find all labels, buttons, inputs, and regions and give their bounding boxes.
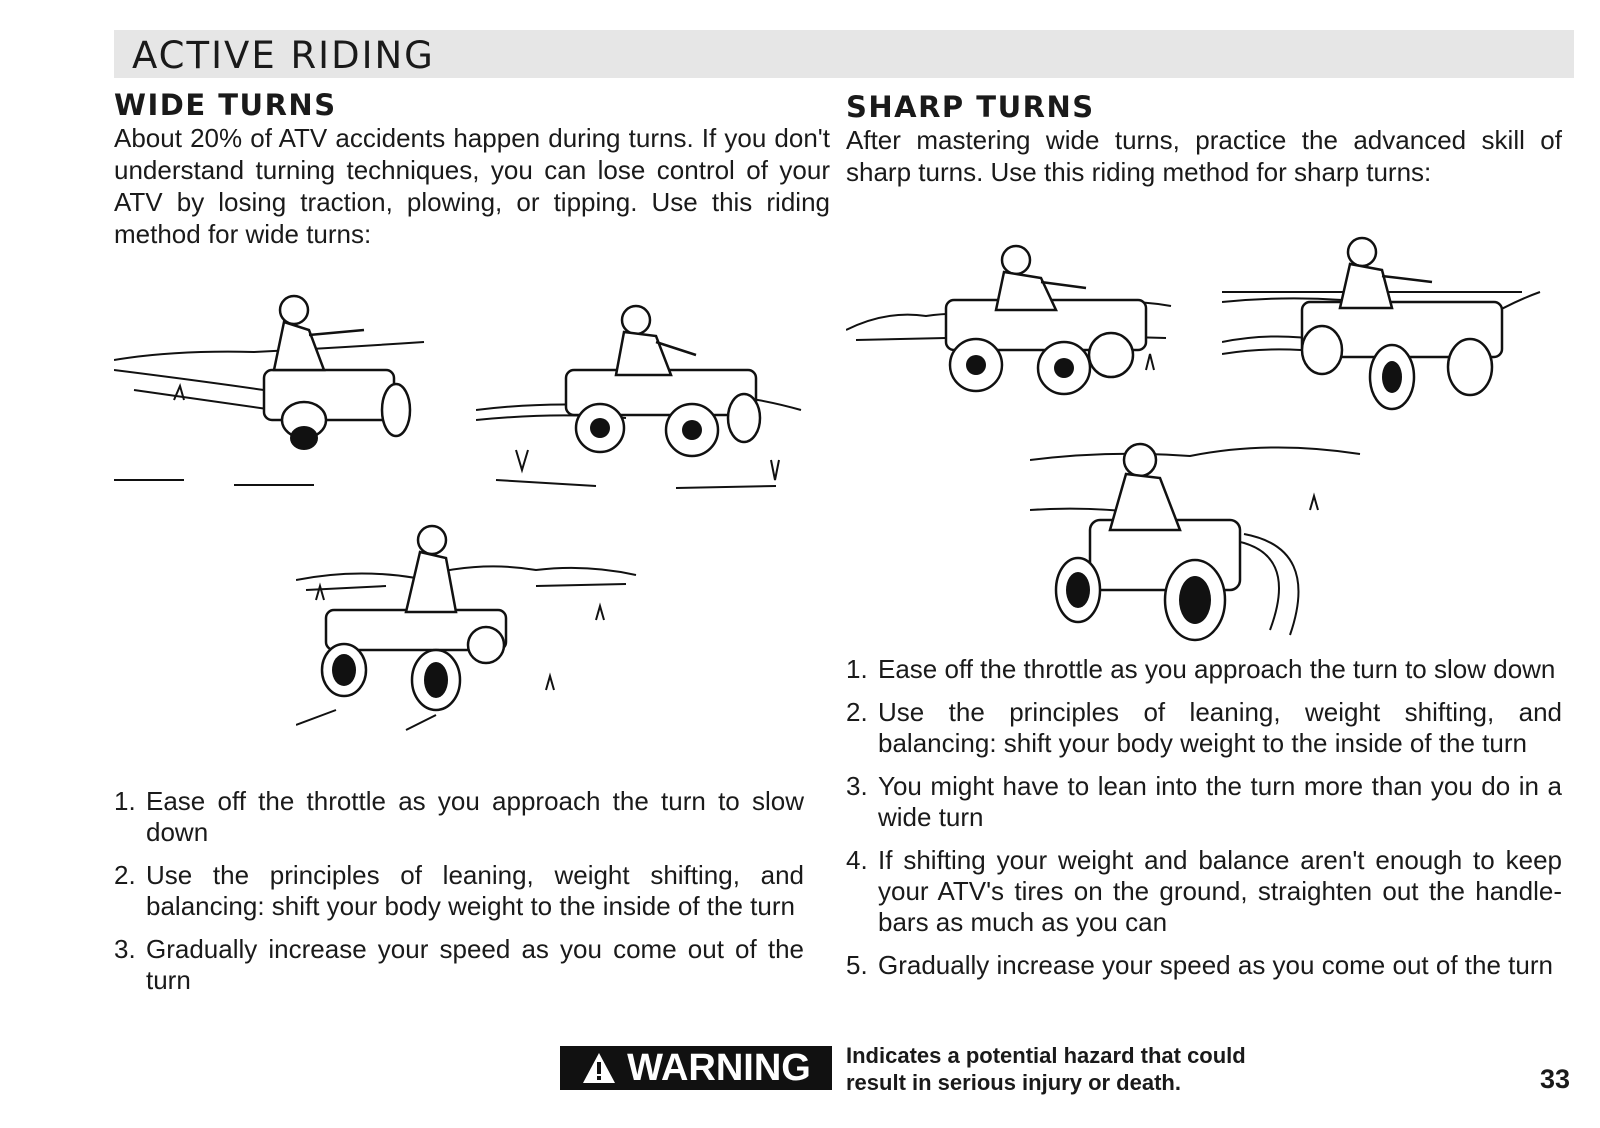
step-text: Gradually increase your speed as you come out of the turn: [146, 934, 804, 995]
sharp-turns-steps: [846, 654, 1562, 993]
wide-turn-illustration-3: [296, 520, 640, 735]
section-title: ACTIVE RIDING: [132, 34, 435, 77]
step-number: 1.: [114, 786, 136, 816]
warning-description: [846, 1042, 1306, 1096]
list-item: [846, 950, 1562, 981]
step-number: 3.: [114, 934, 136, 964]
list-item: [846, 845, 1562, 938]
warning-label: WARNING: [627, 1046, 811, 1089]
warning-badge: [560, 1046, 832, 1090]
atv-rider-drawing: [846, 240, 1176, 415]
sharp-turns-intro: After mastering wide turns, practice the advanced skill of sharp turns. Use this riding method for sharp turns:: [846, 125, 1562, 187]
wide-turns-steps: [114, 786, 804, 1008]
wide-turn-illustration-1: [114, 290, 434, 490]
list-item: [114, 934, 804, 996]
wide-turns-intro: About 20% of ATV accidents happen during turns. If you don't understand turning techniques, you can lose control of your ATV by losing traction, plowing, or tipping. Use this riding method for wide turns:: [114, 123, 830, 249]
atv-rider-drawing: [114, 290, 434, 490]
wide-turns-column: [114, 88, 830, 250]
step-text: Use the principles of leaning, weight shifting, and balancing: shift your body weight to the inside of the turn: [878, 697, 1562, 758]
step-number: 2.: [846, 697, 868, 727]
step-text: You might have to lean into the turn more than you do in a wide turn: [878, 771, 1562, 832]
sharp-turns-heading: SHARP TURNS: [846, 90, 1095, 124]
step-text: Ease off the throttle as you approach the turn to slow down: [146, 786, 804, 847]
sharp-turn-illustration-1: [846, 240, 1176, 415]
step-text: If shifting your weight and balance aren't enough to keep your ATV's tires on the ground, straighten out the handle-bars as much as you can: [878, 845, 1562, 937]
list-item: [846, 697, 1562, 759]
atv-rider-drawing: [296, 520, 640, 735]
step-text: Ease off the throttle as you approach the turn to slow down: [878, 654, 1556, 684]
list-item: [114, 786, 804, 848]
wide-turn-illustration-2: [476, 300, 806, 495]
sharp-turn-illustration-2: [1222, 232, 1542, 422]
warning-text-line: result in serious injury or death.: [846, 1070, 1181, 1095]
step-number: 3.: [846, 771, 868, 801]
warning-text-line: Indicates a potential hazard that could: [846, 1043, 1246, 1068]
list-item: [846, 654, 1562, 685]
step-text: Use the principles of leaning, weight shifting, and balancing: shift your body weight to the inside of the turn: [146, 860, 804, 921]
atv-rider-drawing: [1030, 430, 1390, 645]
step-text: Gradually increase your speed as you come out of the turn: [878, 950, 1553, 980]
step-number: 1.: [846, 654, 868, 684]
page-number: 33: [1539, 1064, 1570, 1094]
step-number: 5.: [846, 950, 868, 980]
list-item: [114, 860, 804, 922]
step-number: 4.: [846, 845, 868, 875]
list-item: [846, 771, 1562, 833]
warning-triangle-icon: [581, 1051, 617, 1085]
step-number: 2.: [114, 860, 136, 890]
sharp-turn-illustration-3: [1030, 430, 1390, 645]
section-title-bar: [114, 30, 1574, 78]
atv-rider-drawing: [476, 300, 806, 495]
atv-rider-drawing: [1222, 232, 1542, 422]
wide-turns-heading: WIDE TURNS: [114, 88, 337, 122]
sharp-turns-column: [846, 90, 1562, 188]
